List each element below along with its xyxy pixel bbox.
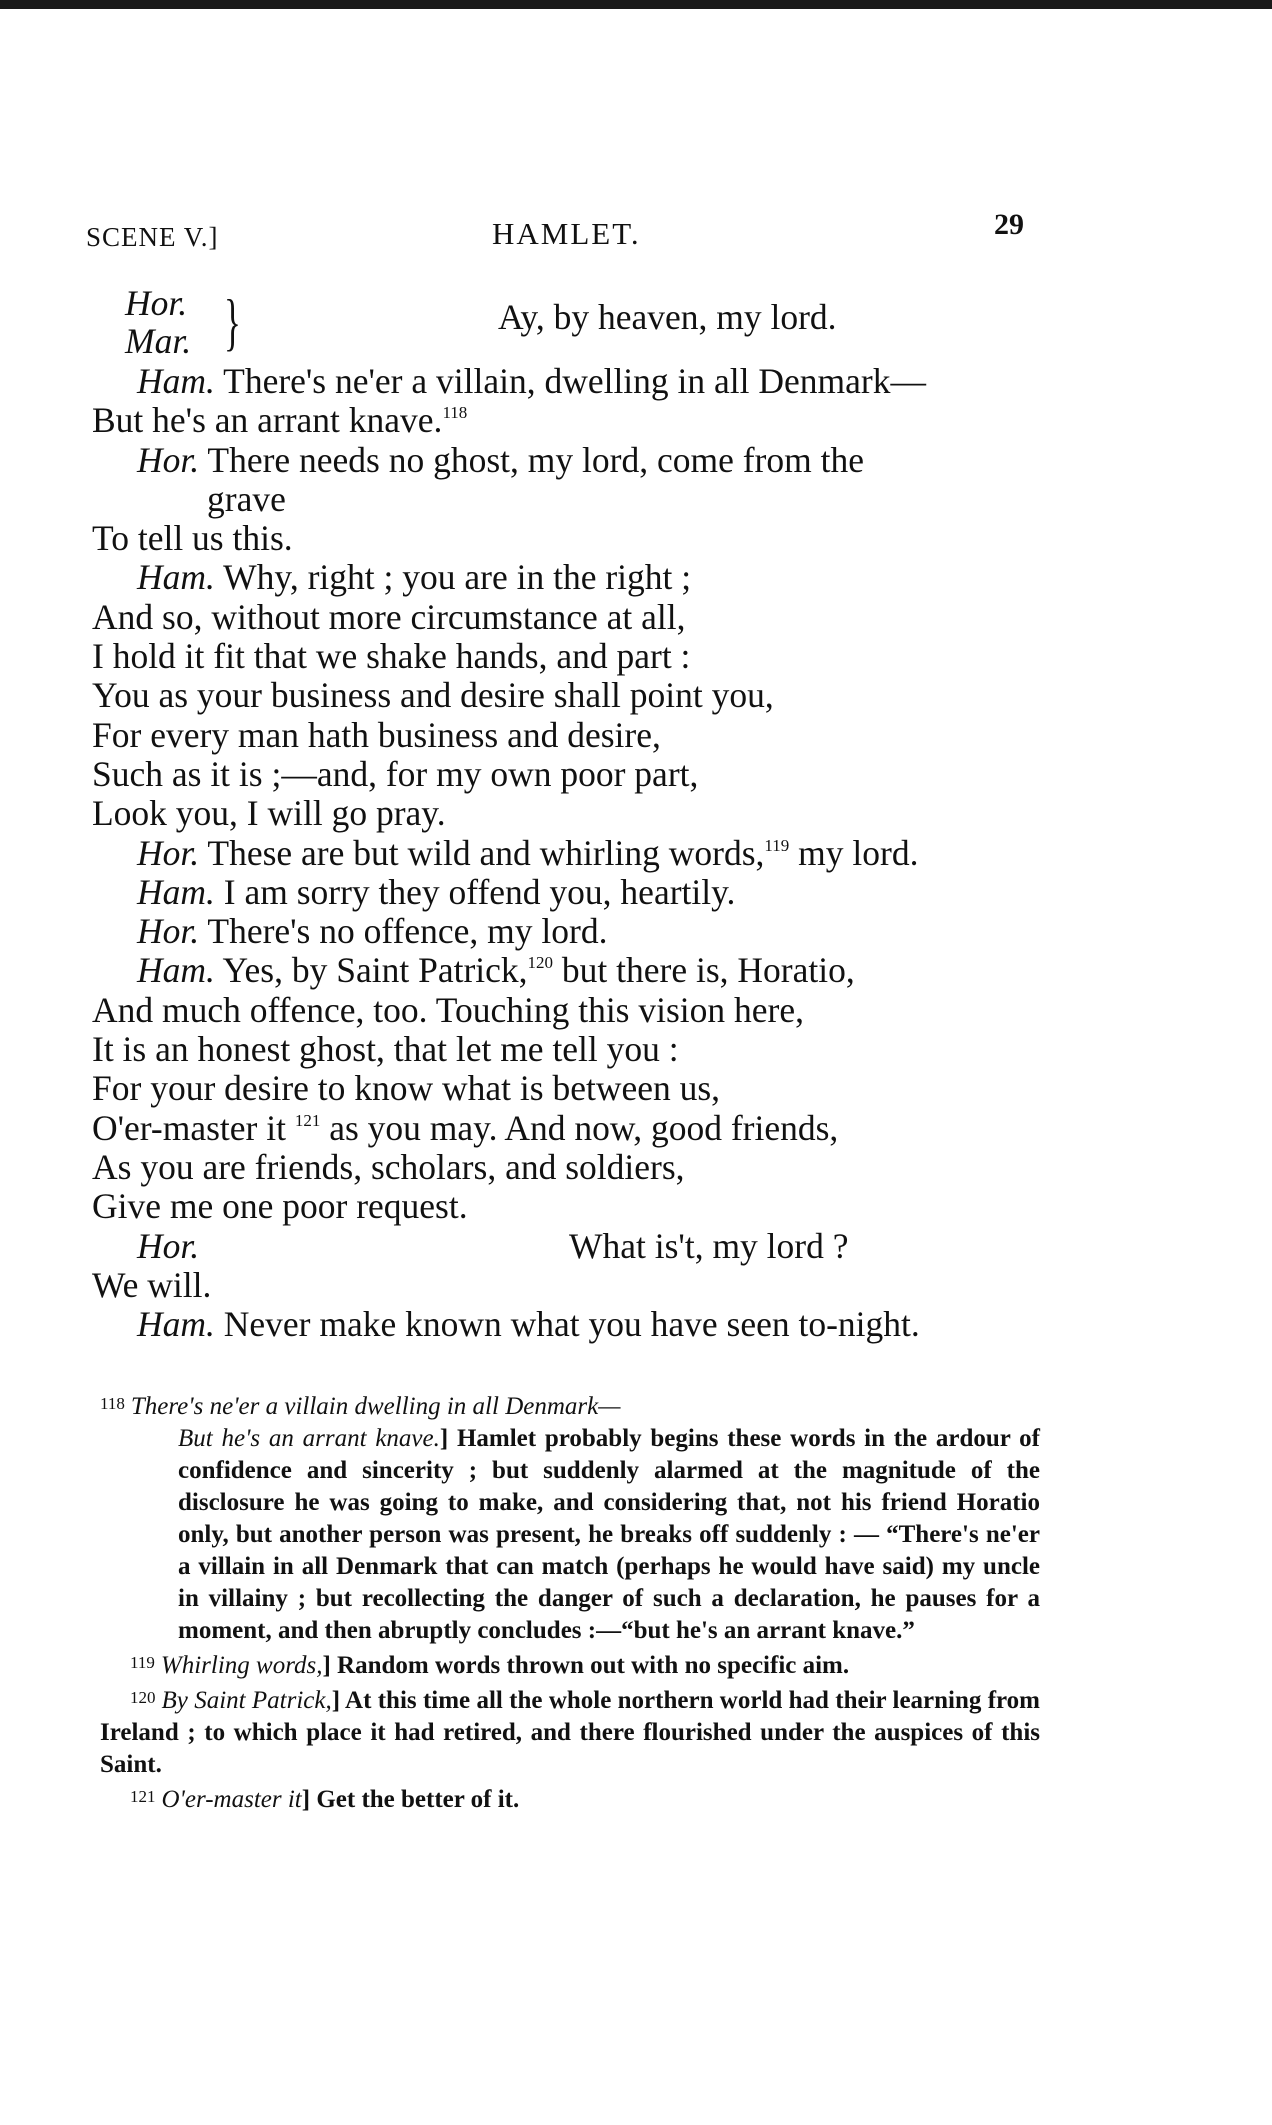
verse-line <box>92 834 1052 873</box>
verse-line <box>92 873 1052 912</box>
footnote-119 <box>100 1647 1040 1682</box>
verse-line <box>92 519 1052 558</box>
line-text: Look you, I will go pray. <box>92 793 446 834</box>
verse-line <box>92 1069 1052 1108</box>
line-text: For every man hath business and desire, <box>92 714 661 755</box>
line-text: And so, without more circumstance at all, <box>92 596 686 637</box>
verse-line <box>92 991 1052 1030</box>
running-header <box>86 208 1036 252</box>
line-text: Such as it is ;—and, for my own poor part, <box>92 753 699 794</box>
footnote-ref: 118 <box>442 403 468 423</box>
line-text: Never make known what you have seen to-night. <box>214 1304 920 1345</box>
line-text: There's ne'er a villain, dwelling in all Denmark— <box>214 361 926 401</box>
page-number: 29 <box>994 208 1024 241</box>
verse-line <box>92 794 1052 833</box>
verse-line <box>92 1266 1052 1305</box>
line-text: Ay, by heaven, my lord. <box>498 297 837 337</box>
line-text: It is an honest ghost, that let me tell you : <box>92 1029 679 1070</box>
line-text: And much offence, too. Touching this vision here, <box>92 989 804 1030</box>
speaker-hor: Hor. <box>137 832 200 873</box>
verse-line <box>92 676 1052 715</box>
footnote-number: 121 <box>130 1787 156 1806</box>
verse-line <box>92 598 1052 637</box>
footnote-text: ] Hamlet probably begins these words in the ardour of confidence and sincerity ; but suddenly alarmed at the magnitude of the disclosure he was going to make, and considering that, not his friend Horatio only, but another person was present, he breaks off suddenly : — “There's ne'er a villain in all Denmark that can match (perhaps he would have said) my uncle in villainy ; but recollecting the danger of such a declaration, he pauses for a moment, and then abruptly concludes :—“but he's an arrant knave.” <box>178 1425 1040 1644</box>
line-text: For your desire to know what is between us, <box>92 1068 721 1109</box>
verse-line <box>92 1305 1052 1344</box>
verse-line <box>92 558 1052 597</box>
line-text: These are but wild and whirling words, <box>199 832 765 873</box>
line-text: I hold it fit that we shake hands, and part : <box>92 636 691 677</box>
verse-line <box>92 755 1052 794</box>
verse-line <box>92 362 1052 401</box>
line-text: I am sorry they offend you, heartily. <box>214 871 736 912</box>
running-title: HAMLET. <box>492 216 641 251</box>
footnotes <box>100 1388 1040 1816</box>
footnote-ref: 121 <box>294 1110 321 1130</box>
verse-line <box>92 912 1052 951</box>
verse-line <box>92 1227 1052 1266</box>
speaker-brace: } <box>224 286 241 357</box>
verse-line <box>92 1187 1052 1226</box>
speaker-ham: Ham. <box>137 557 215 598</box>
footnote-ref: 119 <box>764 835 790 855</box>
verse-line <box>92 1109 1052 1148</box>
verse-line <box>92 401 1052 440</box>
verse-line <box>92 716 1052 755</box>
line-text: my lord. <box>789 832 919 873</box>
verse-line <box>92 951 1052 990</box>
footnote-text: ] At this time all the whole northern world had their learning from Ireland ; to which place it had retired, and there flourished under the auspices of this Saint. <box>100 1687 1041 1778</box>
footnote-118 <box>100 1388 1040 1647</box>
line-text: To tell us this. <box>92 518 293 559</box>
line-text: O'er-master it <box>92 1107 295 1148</box>
footnote-number: 119 <box>130 1653 155 1672</box>
line-text: We will. <box>92 1264 212 1305</box>
line-text: You as your business and desire shall point you, <box>92 675 774 716</box>
speaker-ham: Ham. <box>137 950 215 991</box>
verse-line <box>92 284 1052 362</box>
speaker-mar: Mar. <box>125 321 192 361</box>
footnote-121 <box>100 1781 1040 1816</box>
line-text: There needs no ghost, my lord, come from the <box>199 439 864 480</box>
top-edge-rule <box>0 0 1272 9</box>
line-text: grave <box>207 478 286 519</box>
speaker-hor: Hor. <box>137 1225 200 1266</box>
scene-label: SCENE V.] <box>86 222 219 252</box>
verse-line <box>92 441 1052 480</box>
line-text: As you are friends, scholars, and soldiers, <box>92 1146 685 1187</box>
footnote-text: ] Random words thrown out with no specific aim. <box>322 1652 850 1679</box>
speaker-hor: Hor. <box>125 283 188 323</box>
footnote-120 <box>100 1682 1040 1781</box>
footnote-ref: 120 <box>527 953 554 973</box>
footnote-number: 118 <box>100 1394 125 1413</box>
line-text: but there is, Horatio, <box>553 950 855 991</box>
verse-line <box>92 1148 1052 1187</box>
speaker-hor: Hor. <box>137 439 200 480</box>
speaker-hor: Hor. <box>137 911 200 952</box>
speaker-ham: Ham. <box>137 871 215 912</box>
footnote-lemma: O'er-master it <box>161 1786 302 1813</box>
line-text: Give me one poor request. <box>92 1186 468 1227</box>
play-text <box>92 284 1052 1344</box>
verse-line <box>92 480 1052 519</box>
footnote-lemma: There's ne'er a villain dwelling in all Denmark— <box>130 1393 621 1420</box>
line-text: But he's an arrant knave. <box>92 400 443 441</box>
footnote-lemma: But he's an arrant knave. <box>178 1425 440 1452</box>
footnote-lemma: Whirling words, <box>160 1652 323 1679</box>
line-text: There's no offence, my lord. <box>199 911 608 952</box>
speaker-ham: Ham. <box>137 361 215 401</box>
footnote-lemma: By Saint Patrick, <box>161 1687 332 1714</box>
verse-line <box>92 637 1052 676</box>
verse-line <box>92 1030 1052 1069</box>
line-text: Why, right ; you are in the right ; <box>214 557 692 598</box>
line-text: What is't, my lord ? <box>569 1225 849 1266</box>
speaker-ham: Ham. <box>137 1304 215 1345</box>
footnote-number: 120 <box>130 1688 156 1707</box>
line-text: Yes, by Saint Patrick, <box>214 950 528 991</box>
footnote-text: ] Get the better of it. <box>301 1786 520 1813</box>
line-text: as you may. And now, good friends, <box>320 1107 839 1148</box>
